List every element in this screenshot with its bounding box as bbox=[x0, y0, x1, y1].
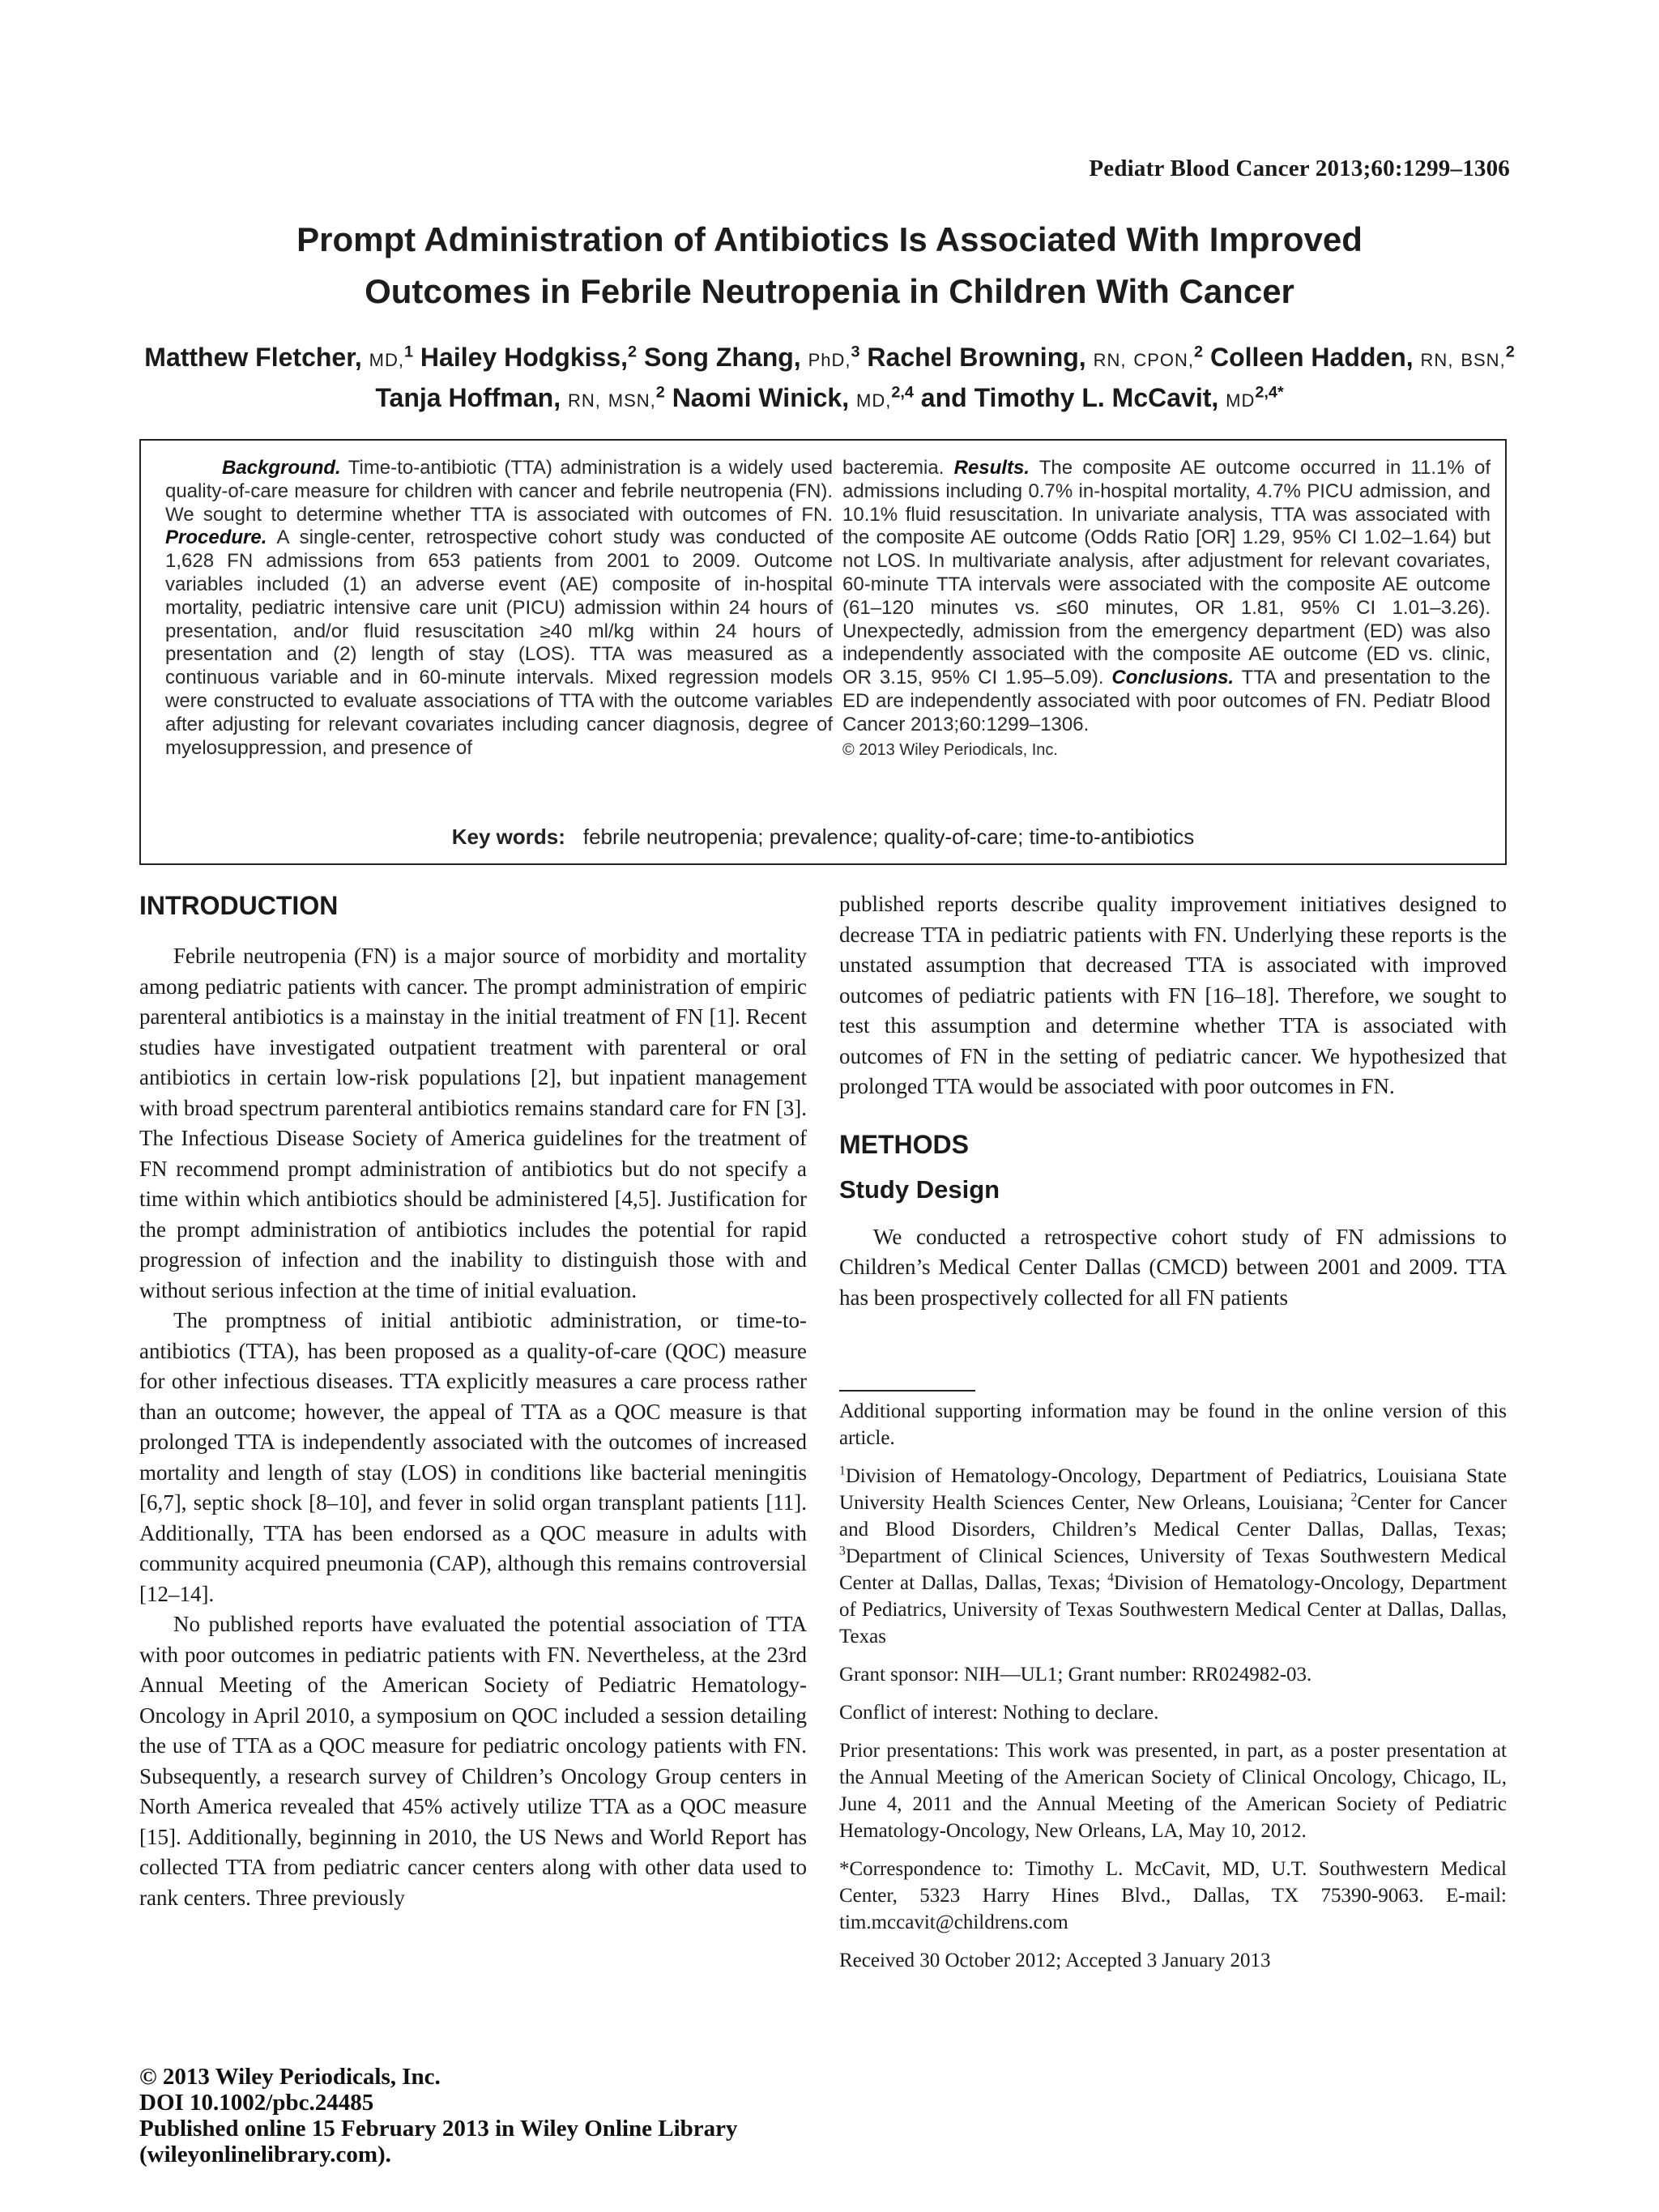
affiliation-text: Division of Hematology-Oncology, Department of Pediatrics, University of Texas Southwestern Medical Center at Dallas, Dallas, Texas bbox=[839, 1572, 1507, 1647]
author-degree: RN, bbox=[1420, 350, 1454, 370]
subsection-heading-study-design: Study Design bbox=[839, 1174, 1000, 1204]
pub-copyright: © 2013 Wiley Periodicals, Inc. bbox=[139, 2064, 441, 2090]
title-line-1: Prompt Administration of Antibiotics Is Associated With Improved bbox=[296, 220, 1363, 258]
body-paragraph: The promptness of initial antibiotic administration, or time-to-antibiotics (TTA), has been proposed as a quality-of-care (QOC) measure for other infectious diseases. TTA explicitly measures a care process rather than an outcome; however, the appeal of TTA as a QOC measure is that prolonged TTA is independently associated with the outcomes of increased mortality and length of stay (LOS) in conditions like bacterial meningitis [6,7], septic shock [8–10], and fever in solid organ transplant patients [11]. Additionally, TTA has been endorsed as a QOC measure in adults with community acquired pneumonia (CAP), although this remains controversial [12–14]. bbox=[139, 1308, 807, 1606]
author-conjunction: and bbox=[920, 383, 967, 412]
affiliation-marker: 2 bbox=[1505, 343, 1515, 361]
body-left-column bbox=[139, 889, 807, 1913]
section-heading-methods: METHODS bbox=[839, 1129, 969, 1159]
affiliation-marker: 2,4* bbox=[1255, 383, 1284, 402]
affiliation-text: Center for Cancer and Blood Disorders, Children’s Medical Center Dallas, Dallas, Texas; bbox=[839, 1492, 1507, 1541]
author-degree: MD, bbox=[369, 350, 404, 370]
journal-citation: Pediatr Blood Cancer 2013;60:1299–1306 bbox=[1089, 156, 1510, 181]
abstract-results-text: The composite AE outcome occurred in 11.1% of admissions including 0.7% in-hospital mortality, 4.7% PICU admission, and 10.1% fluid resuscitation. In univariate analysis, TTA was associated with the composite AE outcome (Odds Ratio [OR] 1.29, 95% CI 1.02–1.64) but not LOS. In multivariate analysis, after adjustment for relevant covariates, 60-minute TTA intervals were associated with the composite AE outcome (61–120 minutes vs. ≤60 minutes, OR 1.81, 95% CI 1.01–3.26). Unexpectedly, admission from the emergency department (ED) was also independently associated with the composite AE outcome (ED vs. clinic, OR 3.15, 95% CI 1.95–5.09). bbox=[842, 457, 1491, 689]
author-name: Timothy L. McCavit, bbox=[974, 383, 1219, 412]
author-line-2 bbox=[113, 379, 1546, 420]
abstract-background-label: Background. bbox=[222, 457, 341, 479]
footnote-conflict: Conflict of interest: Nothing to declare. bbox=[839, 1702, 1159, 1724]
keywords-label: Key words: bbox=[451, 825, 565, 849]
body-paragraph: Febrile neutropenia (FN) is a major source of morbidity and mortality among pediatric patients with cancer. The prompt administration of empiric parenteral antibiotics is a mainstay in the initial treatment of FN [1]. Recent studies have investigated outpatient treatment with parenteral or oral antibiotics in certain low-risk populations [2], but inpatient management with broad spectrum parenteral antibiotics remains standard care for FN [3]. The Infectious Disease Society of America guidelines for the treatment of FN recommend prompt administration of antibiotics but do not specify a time within which antibiotics should be administered [4,5]. Justification for the prompt administration of antibiotics includes the potential for rapid progression of infection and the inability to distinguish those with and without serious infection at the time of initial evaluation. bbox=[139, 944, 807, 1302]
footnote-received: Received 30 October 2012; Accepted 3 January 2013 bbox=[839, 1950, 1271, 1971]
pub-published-online: Published online 15 February 2013 in Wiley Online Library bbox=[139, 2116, 738, 2142]
author-degree: MD, bbox=[856, 390, 892, 411]
abstract-conclusions-label: Conclusions. bbox=[1111, 667, 1235, 689]
footnote-prior-presentations: Prior presentations: This work was presented, in part, as a poster presentation at the Annual Meeting of the American Society of Clinical Oncology, Chicago, IL, June 4, 2011 and the Annual Meeting of the American Society of Pediatric Hematology-Oncology, New Orleans, LA, May 10, 2012. bbox=[839, 1740, 1507, 1842]
keywords-list: febrile neutropenia; prevalence; quality-of-care; time-to-antibiotics bbox=[582, 825, 1195, 849]
footnote-affiliations bbox=[839, 1463, 1507, 1650]
pub-site: (wileyonlinelibrary.com). bbox=[139, 2142, 391, 2167]
affiliation-marker: 3 bbox=[851, 343, 860, 361]
footnote-grant: Grant sponsor: NIH—UL1; Grant number: RR024982-03. bbox=[839, 1664, 1312, 1686]
author-name: Hailey Hodgkiss, bbox=[420, 343, 629, 372]
author-name: Naomi Winick, bbox=[672, 383, 850, 412]
affiliation-text: Department of Clinical Sciences, University of Texas Southwestern Medical Center at Dallas, Dallas, Texas; bbox=[839, 1545, 1507, 1594]
footnote-divider bbox=[839, 1390, 975, 1392]
author-degree: RN, bbox=[1093, 350, 1127, 370]
abstract-copyright: © 2013 Wiley Periodicals, Inc. bbox=[842, 740, 1058, 759]
section-heading-introduction: INTRODUCTION bbox=[139, 891, 339, 920]
footnotes bbox=[839, 1398, 1507, 1985]
article-title bbox=[139, 214, 1520, 318]
author-name: Colleen Hadden, bbox=[1209, 343, 1414, 372]
affiliation-marker: 2 bbox=[1350, 1490, 1358, 1505]
body-right-column bbox=[839, 889, 1507, 1313]
body-paragraph: We conducted a retrospective cohort study of FN admissions to Children’s Medical Center Dallas (CMCD) between 2001 and 2009. TTA has been prospectively collected for all FN patients bbox=[839, 1224, 1507, 1310]
corresponding-mark: * bbox=[1277, 383, 1284, 402]
abstract-paragraph bbox=[842, 457, 1491, 737]
abstract-procedure-label: Procedure. bbox=[165, 526, 267, 549]
body-paragraph: published reports describe quality improvement initiatives designed to decrease TTA in pediatric patients with FN. Underlying these reports is the unstated assumption that decreased TTA is associated with improved outcomes of pediatric patients with FN [16–18]. Therefore, we sought to test this assumption and determine whether TTA is associated with outcomes of FN in the setting of pediatric cancer. We hypothesized that prolonged TTA would be associated with poor outcomes in FN. bbox=[839, 892, 1507, 1098]
abstract-right-column bbox=[842, 457, 1491, 761]
author-name: Tanja Hoffman, bbox=[375, 383, 561, 412]
title-line-2: Outcomes in Febrile Neutropenia in Children With Cancer bbox=[365, 272, 1294, 310]
author-degree: PhD, bbox=[808, 350, 851, 370]
author-name: Matthew Fletcher, bbox=[144, 343, 362, 372]
footnote-supporting-info: Additional supporting information may be found in the online version of this article. bbox=[839, 1400, 1507, 1449]
abstract-left-column bbox=[165, 457, 833, 760]
affiliation-marker: 2 bbox=[628, 343, 638, 361]
author-degree: BSN, bbox=[1461, 350, 1506, 370]
affiliation-marker: 3 bbox=[839, 1544, 846, 1558]
keywords-line bbox=[141, 825, 1505, 850]
affiliation-text: Division of Hematology-Oncology, Department of Pediatrics, Louisiana State University Health Sciences Center, New Orleans, Louisiana; bbox=[839, 1465, 1507, 1514]
abstract-results-label: Results. bbox=[953, 457, 1030, 479]
abstract-continuation: bacteremia. bbox=[842, 457, 954, 479]
body-paragraph: No published reports have evaluated the potential association of TTA with poor outcomes in pediatric patients with FN. Nevertheless, at the 23rd Annual Meeting of the American Society of Pediatric Hematology-Oncology in April 2010, a symposium on QOC included a session detailing the use of TTA as a QOC measure for pediatric oncology patients with FN. Subsequently, a research survey of Children’s Oncology Group centers in North America revealed that 45% actively utilize TTA as a QOC measure [15]. Additionally, beginning in 2010, the US News and World Report has collected TTA from pediatric cancer centers along with other data used to rank centers. Three previously bbox=[139, 1612, 807, 1910]
author-degree: RN, bbox=[567, 390, 601, 411]
affiliation-marker: 1 bbox=[404, 343, 414, 361]
abstract-paragraph bbox=[165, 457, 833, 760]
affiliation-marker: 1 bbox=[839, 1464, 846, 1478]
author-name: Rachel Browning, bbox=[867, 343, 1086, 372]
affiliation-marker: 2 bbox=[1194, 343, 1204, 361]
author-list bbox=[113, 339, 1546, 420]
author-degree: MD bbox=[1226, 390, 1256, 411]
footnote-correspondence: *Correspondence to: Timothy L. McCavit, MD, U.T. Southwestern Medical Center, 5323 Harry Hines Blvd., Dallas, TX 75390-9063. E-mail: tim.mccavit@childrens.com bbox=[839, 1858, 1507, 1933]
abstract-box bbox=[139, 439, 1507, 865]
author-line-1 bbox=[113, 339, 1546, 379]
abstract-conclusions-text: TTA and presentation to the ED are independently associated with poor outcomes of FN. Pediatr Blood Cancer 2013;60:1299–1306. bbox=[842, 667, 1491, 735]
author-degree: MSN, bbox=[608, 390, 656, 411]
author-name: Song Zhang, bbox=[643, 343, 801, 372]
publication-info bbox=[139, 2064, 738, 2167]
affiliation-marker: 2 bbox=[655, 383, 665, 402]
author-degree: CPON, bbox=[1133, 350, 1195, 370]
affiliation-marker: 4 bbox=[1107, 1571, 1114, 1585]
abstract-background-text: Time-to-antibiotic (TTA) administration is a widely used quality-of-care measure for children with cancer and febrile neutropenia (FN). We sought to determine whether TTA is associated with outcomes of FN. bbox=[165, 457, 833, 526]
pub-doi: DOI 10.1002/pbc.24485 bbox=[139, 2090, 374, 2116]
affiliation-marker: 2,4 bbox=[891, 383, 914, 402]
abstract-procedure-text: A single-center, retrospective cohort study was conducted of 1,628 FN admissions from 653 patients from 2001 to 2009. Outcome variables included (1) an adverse event (AE) composite of in-hospital mortality, pediatric intensive care unit (PICU) admission within 24 hours of presentation, and/or fluid resuscitation ≥40 ml/kg within 24 hours of presentation and (2) length of stay (LOS). TTA was measured as a continuous variable and in 60-minute intervals. Mixed regression models were constructed to evaluate associations of TTA with the outcome variables after adjusting for relevant covariates including cancer diagnosis, degree of myelosuppression, and presence of bbox=[165, 526, 833, 759]
